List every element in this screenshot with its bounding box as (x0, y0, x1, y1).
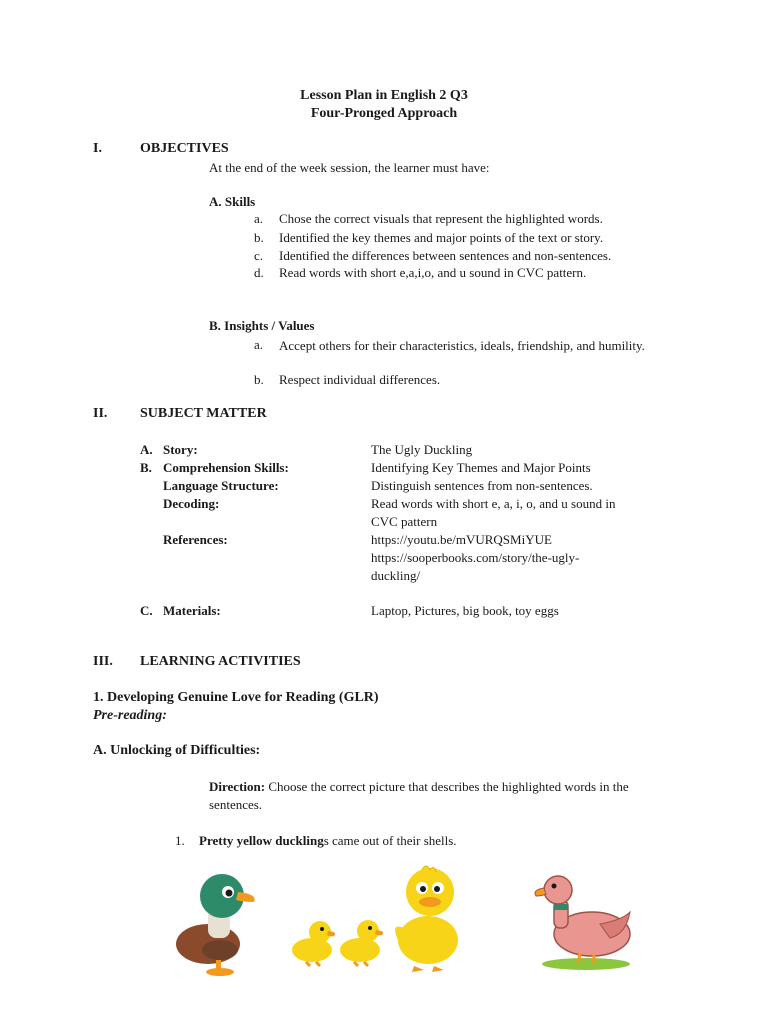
section-num-subject: II. (93, 406, 108, 421)
sm-label-decoding: Decoding: (163, 496, 220, 511)
item-1-rest: s came out of their shells. (323, 833, 457, 848)
insights-marker-b: b. (254, 372, 264, 387)
sm-label-language: Language Structure: (163, 478, 279, 493)
item-1-sentence (199, 833, 457, 849)
skills-marker-b: b. (254, 230, 264, 245)
skills-item-a: Chose the correct visuals that represent the highlighted words. (279, 211, 603, 226)
glr-heading: 1. Developing Genuine Love for Reading (GLR) (93, 690, 379, 705)
sm-label-story: Story: (163, 442, 198, 457)
duckling-picture-1[interactable] (288, 918, 338, 968)
yellow-duck-picture[interactable] (390, 862, 468, 974)
sm-value-decoding-2: CVC pattern (371, 514, 438, 529)
sm-value-decoding: Read words with short e, a, i, o, and u sound in (371, 496, 616, 511)
unlocking-heading: A. Unlocking of Difficulties: (93, 743, 261, 758)
skills-item-c: Identified the differences between sentences and non-sentences. (279, 248, 612, 263)
duckling-picture-2[interactable] (336, 916, 386, 968)
sm-label-materials: Materials: (163, 603, 221, 618)
skills-marker-c: c. (254, 248, 264, 263)
sm-value-materials: Laptop, Pictures, big book, toy eggs (371, 603, 559, 618)
title-line-2: Four-Pronged Approach (310, 106, 458, 121)
sm-label-comprehension: Comprehension Skills: (163, 460, 289, 475)
sm-label-references: References: (163, 532, 228, 547)
section-heading-learning: LEARNING ACTIVITIES (140, 654, 301, 669)
prereading-label: Pre-reading: (93, 708, 167, 723)
sm-marker-a: A. (140, 442, 153, 457)
pink-duck-picture[interactable] (530, 872, 636, 972)
item-1-highlight: Pretty yellow duckling (199, 833, 324, 848)
sm-value-story: The Ugly Duckling (371, 442, 473, 457)
insights-item-a: Accept others for their characteristics, ideals, friendship, and humility. (279, 338, 645, 353)
sm-value-reference-2: https://sooperbooks.com/story/the-ugly- (371, 550, 580, 565)
direction-label: Direction: (209, 779, 266, 794)
skills-label: A. Skills (209, 194, 256, 209)
skills-marker-d: d. (254, 265, 264, 280)
sm-value-reference-1: https://youtu.be/mVURQSMiYUE (371, 532, 552, 547)
section-heading-subject: SUBJECT MATTER (140, 406, 267, 421)
mallard-duck-picture[interactable] (170, 868, 260, 978)
direction-paragraph (209, 778, 679, 814)
sm-marker-c: C. (140, 603, 153, 618)
objectives-intro: At the end of the week session, the learner must have: (209, 160, 490, 175)
item-1-number: 1. (175, 833, 185, 848)
skills-item-b: Identified the key themes and major points of the text or story. (279, 230, 604, 245)
section-num-learning: III. (93, 654, 113, 669)
direction-text: Choose the correct picture that describes the highlighted words in the sentences. (209, 779, 629, 812)
title-line-1: Lesson Plan in English 2 Q3 (300, 88, 468, 103)
sm-value-language: Distinguish sentences from non-sentences. (371, 478, 593, 493)
skills-item-d: Read words with short e,a,i,o, and u sound in CVC pattern. (279, 265, 587, 280)
sm-value-comprehension: Identifying Key Themes and Major Points (371, 460, 591, 475)
insights-marker-a: a. (254, 337, 264, 352)
section-heading-objectives: OBJECTIVES (140, 141, 229, 156)
section-num-objectives: I. (93, 141, 102, 156)
sm-value-reference-3: duckling/ (371, 568, 421, 583)
insights-label: B. Insights / Values (209, 318, 315, 333)
insights-item-b: Respect individual differences. (279, 372, 441, 387)
sm-marker-b: B. (140, 460, 152, 475)
skills-marker-a: a. (254, 211, 264, 226)
